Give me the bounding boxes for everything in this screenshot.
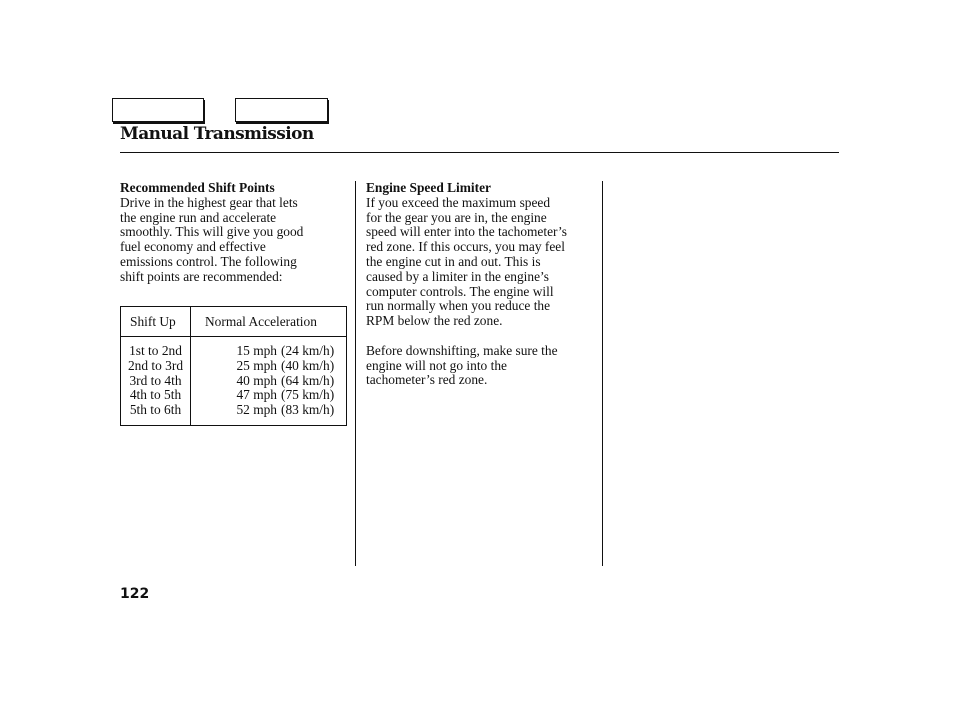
speed-kmh-cell: (83 km/h)	[281, 402, 335, 418]
body-text-line: RPM below the red zone.	[366, 313, 503, 329]
page-title: Manual Transmission	[120, 124, 314, 144]
section-heading-speed-limiter: Engine Speed Limiter	[366, 180, 491, 195]
table-header-divider	[121, 336, 346, 337]
table-header-shift-up: Shift Up	[130, 314, 176, 329]
body-text-line: the engine cut in and out. This is	[366, 253, 541, 269]
table-row	[121, 403, 346, 418]
page-number: 122	[120, 586, 150, 602]
body-text-line: shift points are recommended:	[120, 268, 283, 284]
gear-range-cell: 1st to 2nd	[129, 343, 182, 358]
table-row	[121, 359, 346, 374]
speed-mph-cell: 52 mph	[236, 402, 277, 418]
section-heading-shift-points: Recommended Shift Points	[120, 180, 275, 195]
body-text-line: run normally when you reduce the	[366, 298, 551, 314]
engine-speed-limiter-section	[366, 181, 601, 388]
previous-page-button[interactable]	[112, 98, 204, 122]
body-text-line: tachometer’s red zone.	[366, 372, 488, 388]
body-text-line: caused by a limiter in the engine’s	[366, 268, 549, 284]
body-text-line: Before downshifting, make sure the	[366, 342, 558, 358]
table-row	[121, 388, 346, 403]
body-text-line: for the gear you are in, the engine	[366, 209, 547, 225]
table-header-normal-acceleration: Normal Acceleration	[205, 314, 317, 329]
body-text-line: smoothly. This will give you good	[120, 224, 304, 240]
gear-range-cell: 2nd to 3rd	[127, 357, 184, 373]
speed-kmh-cell: (24 km/h)	[281, 343, 335, 358]
gear-range-cell: 4th to 5th	[129, 387, 182, 403]
next-page-button[interactable]	[235, 98, 328, 122]
speed-mph-cell: 15 mph	[236, 343, 277, 358]
body-text-line: the engine run and accelerate	[120, 209, 277, 225]
table-row	[121, 344, 346, 359]
gear-range-cell: 3rd to 4th	[129, 372, 182, 388]
table-row	[121, 374, 346, 389]
speed-mph-cell: 25 mph	[236, 357, 277, 373]
speed-kmh-cell: (75 km/h)	[281, 387, 335, 403]
body-text-line: red zone. If this occurs, you may feel	[366, 239, 565, 255]
speed-mph-cell: 47 mph	[236, 387, 277, 403]
body-text-line: If you exceed the maximum speed	[366, 194, 551, 210]
body-text-line: Drive in the highest gear that lets	[120, 194, 298, 210]
paragraph-spacer	[366, 329, 601, 344]
column-divider	[355, 181, 356, 566]
shift-points-table	[120, 306, 347, 426]
column-divider	[602, 181, 603, 566]
body-text-line: fuel economy and effective	[120, 239, 266, 255]
body-text-line: computer controls. The engine will	[366, 283, 554, 299]
gear-range-cell: 5th to 6th	[129, 402, 182, 418]
body-text-line: emissions control. The following	[120, 253, 297, 269]
speed-mph-cell: 40 mph	[236, 372, 277, 388]
body-text-line: speed will enter into the tachometer’s	[366, 224, 567, 240]
speed-kmh-cell: (40 km/h)	[281, 357, 335, 373]
recommended-shift-points-section	[120, 181, 345, 285]
speed-kmh-cell: (64 km/h)	[281, 372, 335, 388]
body-text-line: engine will not go into the	[366, 357, 507, 373]
title-divider	[120, 152, 839, 153]
